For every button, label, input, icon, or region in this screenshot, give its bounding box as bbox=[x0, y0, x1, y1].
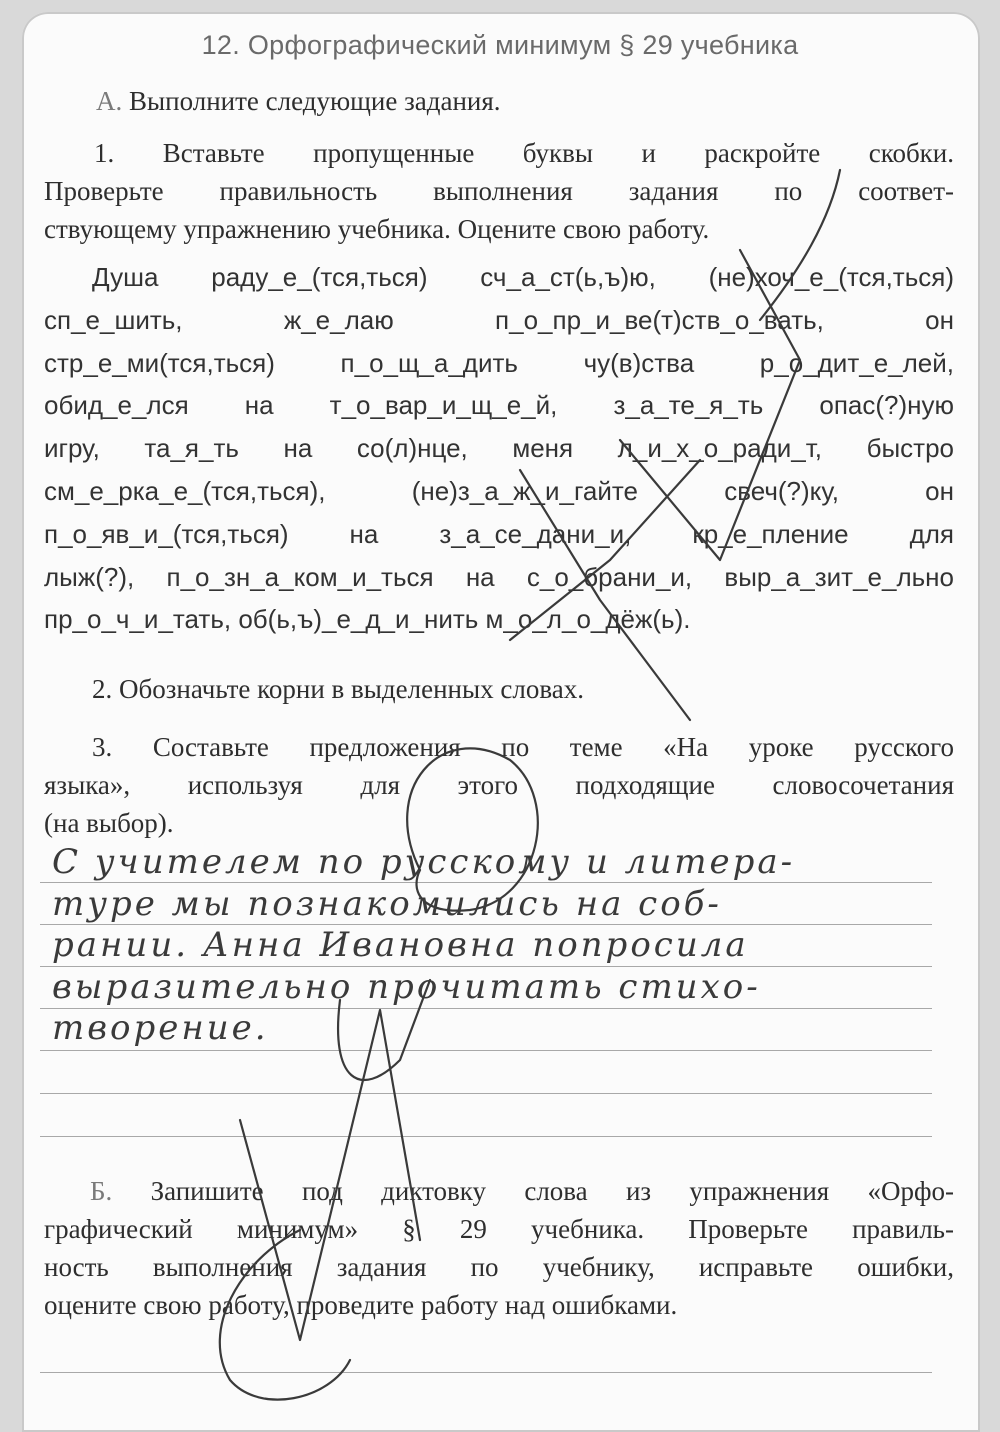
task-3-line-3: (на выбор). bbox=[44, 808, 174, 838]
exercise-line-7: п_о_яв_и_(тся,ться) на з_а_се_дани_и, кр_е_пление для bbox=[44, 518, 954, 549]
handwritten-line-5: творение. bbox=[52, 1008, 269, 1048]
exercise-line-6: см_е_рка_е_(тся,ться), (не)з_а_ж_и_гайте свеч(?)ку, он bbox=[44, 475, 954, 506]
section-a-heading-text: Выполните следующие задания. bbox=[129, 86, 501, 116]
section-b-line-2: графический минимум» § 29 учебника. Проверьте правиль- bbox=[44, 1214, 954, 1244]
exercise-line-9: пр_о_ч_и_тать, об(ь,ъ)_е_д_и_нить м_о_л_о_дёж(ь). bbox=[44, 604, 691, 635]
task-2-text: 2. Обозначьте корни в выделенных словах. bbox=[92, 674, 584, 704]
section-b-line-4: оцените свою работу, проведите работу над ошибками. bbox=[44, 1290, 678, 1320]
handwritten-line-2: туре мы познакомились на соб- bbox=[52, 883, 722, 924]
exercise-line-5: игру, та_я_ть на со(л)нце, меня л_и_х_о_ради_т, быстро bbox=[44, 433, 954, 464]
section-b-letter: Б. bbox=[90, 1176, 113, 1206]
overlay-stroke bbox=[760, 170, 840, 320]
handwritten-line-4: выразительно прочитать стихо- bbox=[52, 966, 761, 1007]
task-3-line-2: языка», используя для этого подходящие словосочетания bbox=[44, 770, 954, 800]
overlay-stroke bbox=[407, 748, 538, 910]
section-b-line-1-text: Запишите под диктовку слова из упражнения «Орфо- bbox=[150, 1176, 955, 1206]
overlay-stroke bbox=[520, 470, 690, 720]
overlay-stroke bbox=[220, 1230, 350, 1400]
section-b-line-3: ность выполнения задания по учебнику, исправьте ошибки, bbox=[44, 1252, 954, 1282]
exercise-line-8: лыж(?), п_о_зн_а_ком_и_ться на с_о_брани_и, выр_а_зит_е_льно bbox=[44, 561, 954, 592]
exercise-line-3: стр_е_ми(тся,ться) п_о_щ_а_дить чу(в)ства р_о_дит_е_лей, bbox=[44, 347, 954, 378]
task-3-line-1: 3. Составьте предложения по теме «На уроке русского bbox=[92, 732, 954, 762]
exercise-line-1: Душа раду_е_(тся,ться) сч_а_ст(ь,ъ)ю, (не)хоч_е_(тся,ться) bbox=[92, 262, 954, 292]
overlay-stroke bbox=[620, 250, 800, 560]
handwritten-line-1: С учителем по русскому и литера- bbox=[52, 842, 796, 882]
page-title: 12. Орфографический минимум § 29 учебника bbox=[201, 30, 799, 60]
task-1-line-3: ствующему упражнению учебника. Оцените свою работу. bbox=[44, 214, 710, 244]
section-a-letter: А. bbox=[96, 86, 123, 116]
handwritten-line-3: рании. Анна Ивановна попросила bbox=[52, 925, 749, 965]
exercise-line-2: сп_е_шить, ж_е_лаю п_о_пр_и_ве(т)ств_о_вать, он bbox=[44, 304, 954, 335]
exercise-line-4: обид_е_лся на т_о_вар_и_щ_е_й, з_а_те_я_ть опас(?)ную bbox=[44, 390, 954, 421]
overlay-stroke bbox=[240, 1010, 420, 1340]
task-1-line-2: Проверьте правильность выполнения задания по соответ- bbox=[44, 176, 954, 206]
overlay-stroke bbox=[510, 460, 700, 640]
task-1-line-1: 1. Вставьте пропущенные буквы и раскройте скобки. bbox=[94, 138, 954, 168]
